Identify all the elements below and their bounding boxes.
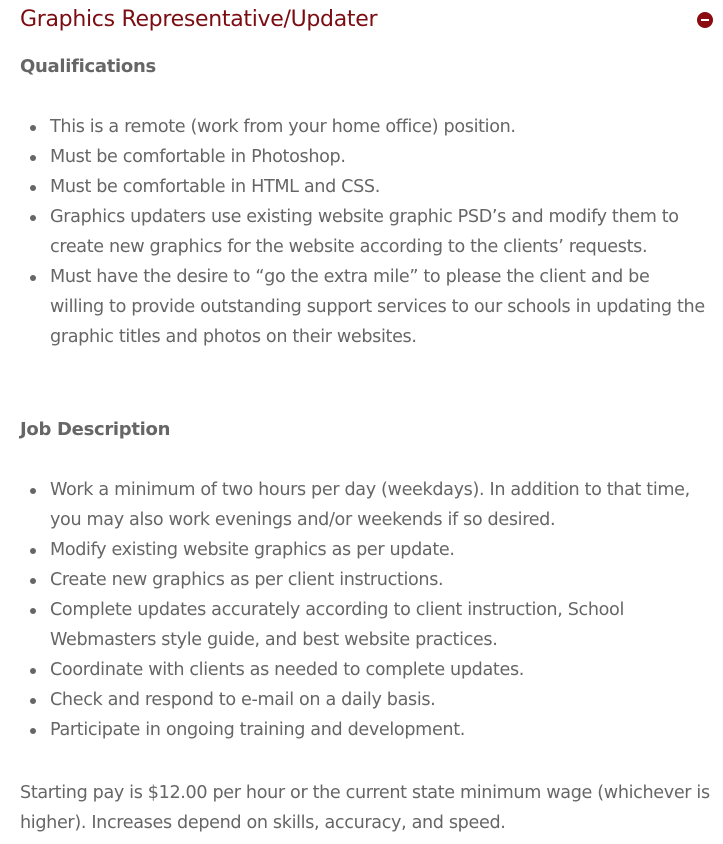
list-item: Participate in ongoing training and development. bbox=[50, 715, 706, 745]
job-description-list bbox=[20, 475, 706, 745]
qualifications-list bbox=[20, 112, 706, 352]
list-item: Complete updates accurately according to client instruction, School Webmasters style guide, and best website practices. bbox=[50, 595, 706, 655]
list-item: Must be comfortable in HTML and CSS. bbox=[50, 172, 706, 202]
list-item: This is a remote (work from your home office) position. bbox=[50, 112, 706, 142]
list-item: Check and respond to e-mail on a daily basis. bbox=[50, 685, 706, 715]
list-item: Graphics updaters use existing website graphic PSD’s and modify them to create new graphics for the website according to the clients’ requests. bbox=[50, 202, 706, 262]
accordion-header[interactable] bbox=[20, 4, 720, 38]
job-description-heading: Job Description bbox=[20, 419, 171, 440]
list-item: Create new graphics as per client instructions. bbox=[50, 565, 706, 595]
qualifications-heading: Qualifications bbox=[20, 56, 156, 77]
list-item: Coordinate with clients as needed to complete updates. bbox=[50, 655, 706, 685]
list-item: Work a minimum of two hours per day (weekdays). In addition to that time, you may also work evenings and/or weekends if so desired. bbox=[50, 475, 706, 535]
list-item: Must be comfortable in Photoshop. bbox=[50, 142, 706, 172]
minus-circle-icon[interactable] bbox=[697, 12, 713, 28]
list-item: Modify existing website graphics as per update. bbox=[50, 535, 706, 565]
list-item: Must have the desire to “go the extra mile” to please the client and be willing to provide outstanding support services to our schools in updating the graphic titles and photos on their websites. bbox=[50, 262, 706, 352]
job-title: Graphics Representative/Updater bbox=[20, 7, 378, 32]
pay-paragraph: Starting pay is $12.00 per hour or the current state minimum wage (whichever is higher). Increases depend on skills, accuracy, and speed. bbox=[20, 783, 710, 833]
